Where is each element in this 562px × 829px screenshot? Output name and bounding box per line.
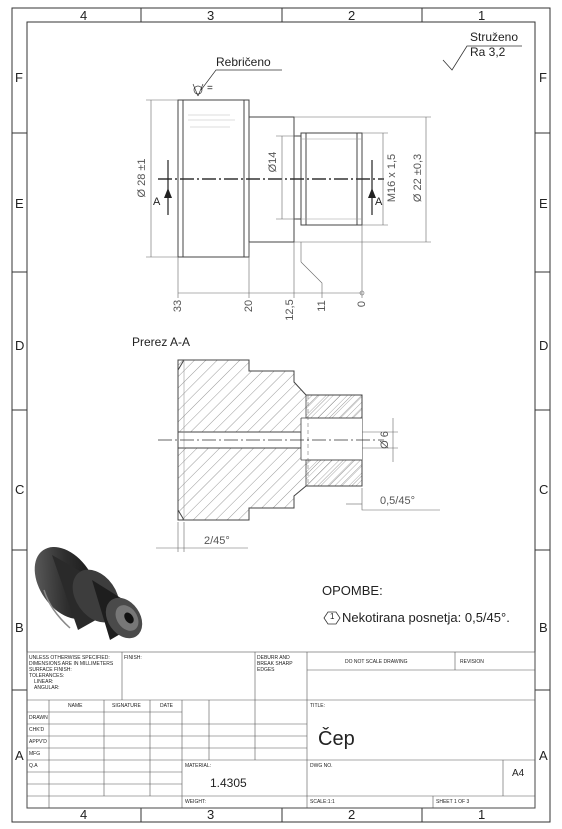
hole-diameter-dimension: Ø 6: [379, 431, 391, 449]
chamfer-right-dimension: 0,5/45°: [380, 495, 415, 507]
zone-row-label: D: [15, 338, 25, 353]
zone-column-label: 4: [80, 807, 88, 822]
drawing-title: Čep: [318, 728, 355, 750]
general-notes-line: TOLERANCES:: [29, 673, 65, 679]
row-label-mfg: MFG: [29, 751, 41, 757]
general-notes-line: LINEAR:: [34, 679, 54, 685]
deburr-label: EDGES: [257, 667, 275, 673]
section-mark-left: A: [153, 196, 161, 208]
zone-row-label: F: [15, 70, 23, 85]
zone-column-label: 3: [207, 807, 215, 822]
note-text: Nekotirana posnetja: 0,5/45°.: [342, 610, 510, 625]
revision-label: REVISION: [460, 659, 484, 665]
general-notes-line: SURFACE FINISH:: [29, 667, 72, 673]
general-notes-line: ANGULAR:: [34, 685, 60, 691]
ordinate-dimension: 20: [243, 299, 255, 313]
deburr-label: DEBURR AND: [257, 655, 290, 661]
zone-column-label: 1: [478, 807, 486, 822]
outer-diameter-dimension: Ø 28 ±1: [136, 158, 148, 198]
dwg-number-label: DWG NO.: [310, 763, 333, 769]
zone-row-label: D: [539, 338, 549, 353]
section-view-title: Prerez A-A: [132, 335, 191, 349]
zone-row-label: C: [15, 482, 25, 497]
table-header-name: NAME: [68, 703, 83, 709]
ordinate-dimension: 11: [316, 300, 328, 312]
table-header-date: DATE: [160, 703, 173, 709]
ordinate-dimension: 12,5: [284, 299, 296, 321]
section-mark-right: A: [375, 196, 383, 208]
scale-label: SCALE:1:1: [310, 799, 335, 805]
zone-row-label: A: [539, 748, 548, 763]
knurl-symbol: =: [207, 83, 213, 94]
table-header-signature: SIGNATURE: [112, 703, 141, 709]
section-view: [158, 360, 384, 520]
general-notes-line: UNLESS OTHERWISE SPECIFIED:: [29, 655, 110, 661]
front-view: [158, 100, 384, 257]
chamfer-left-dimension: 2/45°: [204, 535, 230, 547]
shoulder-diameter-dimension: Ø 22 ±0,3: [412, 153, 424, 203]
title-block: [27, 652, 535, 808]
row-label-approved: APPV'D: [29, 739, 47, 745]
zone-row-label: F: [539, 70, 547, 85]
material-label: MATERIAL:: [185, 763, 212, 769]
deburr-label: BREAK SHARP: [257, 661, 293, 667]
material-value: 1.4305: [210, 776, 247, 790]
note-number: 1: [330, 612, 335, 621]
ordinate-dimension: 0: [356, 300, 368, 308]
weight-label: WEIGHT:: [185, 799, 206, 805]
notes-heading: OPOMBE:: [322, 583, 383, 598]
zone-column-label: 2: [348, 8, 356, 23]
sheet-label: SHEET 1 OF 3: [436, 799, 470, 805]
title-label: TITLE:: [310, 703, 326, 709]
finish-label: FINISH:: [124, 655, 142, 661]
zone-column-label: 3: [207, 8, 215, 23]
zone-column-label: 4: [80, 8, 88, 23]
surface-finish-process: Struženo: [470, 30, 519, 44]
row-label-qa: Q.A: [29, 763, 38, 769]
surface-finish-roughness: Ra 3,2: [470, 45, 506, 59]
zone-row-label: C: [539, 482, 549, 497]
general-notes-line: DIMENSIONS ARE IN MILLIMETERS: [29, 661, 114, 667]
row-label-checked: CHK'D: [29, 727, 45, 733]
zone-column-label: 2: [348, 807, 356, 822]
zone-row-label: B: [539, 620, 548, 635]
zone-row-label: A: [15, 748, 24, 763]
do-not-scale-label: DO NOT SCALE DRAWING: [345, 659, 408, 665]
zone-row-label: E: [15, 196, 24, 211]
ordinate-dimension: 33: [172, 299, 184, 313]
row-label-drawn: DRAWN: [29, 715, 48, 721]
knurl-note-label: Rebričeno: [216, 55, 271, 69]
zone-column-label: 1: [478, 8, 486, 23]
isometric-part-image: [22, 535, 150, 645]
bore-diameter-dimension: Ø14: [267, 151, 279, 173]
zone-row-label: E: [539, 196, 548, 211]
zone-row-label: B: [15, 620, 24, 635]
thread-dimension: M16 x 1,5: [386, 153, 398, 203]
sheet-size: A4: [512, 768, 525, 779]
